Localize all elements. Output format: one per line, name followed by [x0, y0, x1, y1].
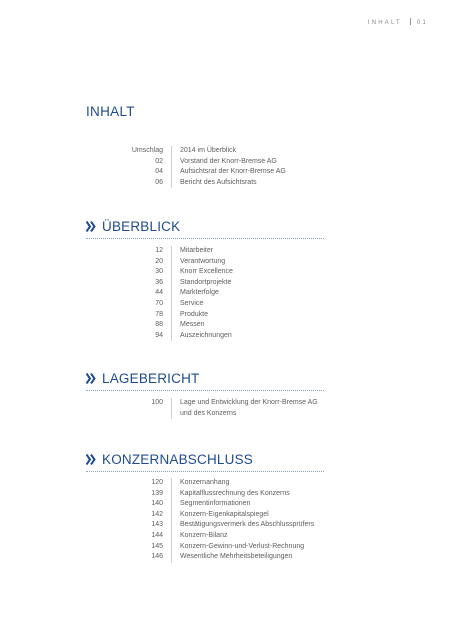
- toc-row[interactable]: [130, 499, 314, 510]
- toc-page-number: 143: [130, 520, 172, 531]
- toc-page-number: 06: [130, 178, 172, 189]
- toc-entry-title: Kapitalflussrechnung des Konzerns: [180, 489, 290, 497]
- toc-row[interactable]: [130, 146, 286, 157]
- toc-row[interactable]: [130, 478, 314, 489]
- toc-lagebericht-list: [130, 398, 318, 419]
- toc-row[interactable]: [130, 398, 318, 409]
- toc-page-number: 36: [130, 278, 172, 289]
- toc-entry-title: Vorstand der Knorr-Bremse AG: [180, 157, 277, 165]
- page-title: INHALT: [86, 104, 135, 119]
- toc-row[interactable]: [130, 520, 314, 531]
- toc-page-number: 120: [130, 478, 172, 489]
- section-heading-text: LAGEBERICHT: [102, 371, 200, 386]
- toc-page-number: 70: [130, 299, 172, 310]
- toc-row[interactable]: [130, 552, 314, 563]
- toc-entry-title: Standortprojekte: [180, 278, 232, 286]
- toc-entry-title: Bericht des Aufsichtsrats: [180, 178, 257, 186]
- toc-page-number: 100: [130, 398, 172, 409]
- toc-entry-title: Mitarbeiter: [180, 247, 214, 254]
- toc-row-continuation: [130, 409, 318, 420]
- toc-entry-title-continuation: und des Konzerns: [180, 409, 237, 417]
- toc-page-number: Umschlag: [130, 146, 172, 157]
- running-head: [368, 18, 428, 26]
- toc-row[interactable]: [130, 531, 314, 542]
- toc-row[interactable]: [130, 320, 233, 331]
- double-chevron-icon: [86, 454, 96, 465]
- toc-row[interactable]: [130, 510, 314, 521]
- toc-entry-title: Service: [180, 299, 204, 307]
- toc-row[interactable]: [130, 310, 233, 321]
- toc-page-number: 145: [130, 542, 172, 553]
- toc-page-number: 12: [130, 246, 172, 257]
- toc-page-number: 139: [130, 489, 172, 500]
- toc-entry-title: 2014 im Überblick: [180, 147, 237, 154]
- toc-row[interactable]: [130, 288, 233, 299]
- running-head-label: INHALT: [367, 20, 402, 26]
- double-chevron-icon: [86, 221, 96, 232]
- toc-entry-title: Aufsichtsrat der Knorr-Bremse AG: [180, 168, 286, 176]
- section-heading-lagebericht: [86, 370, 324, 391]
- running-head-divider: [410, 18, 411, 25]
- toc-row[interactable]: [130, 167, 286, 178]
- toc-ueberblick-list: [130, 246, 233, 341]
- section-heading-text: KONZERNABSCHLUSS: [102, 452, 253, 467]
- toc-row[interactable]: [130, 299, 233, 310]
- toc-page-number: 140: [130, 499, 172, 510]
- toc-page-number-empty: [130, 409, 172, 420]
- section-heading-ueberblick: [86, 218, 324, 239]
- toc-entry-title: Wesentliche Mehrheitsbeteiligungen: [180, 553, 293, 561]
- toc-page-number: 78: [130, 310, 172, 321]
- toc-entry-title: Markterfolge: [180, 289, 219, 297]
- toc-row[interactable]: [130, 178, 286, 189]
- toc-page-number: 94: [130, 331, 172, 342]
- section-heading-konzernabschluss: [86, 451, 324, 472]
- toc-row[interactable]: [130, 257, 233, 268]
- toc-entry-title: Konzern-Eigenkapitalspiegel: [180, 510, 269, 518]
- toc-page-number: 88: [130, 320, 172, 331]
- toc-entry-title: Produkte: [180, 310, 209, 318]
- toc-row[interactable]: [130, 278, 233, 289]
- toc-entry-title: Segmentinformationen: [180, 500, 251, 508]
- toc-page-number: 02: [130, 157, 172, 168]
- toc-row[interactable]: [130, 157, 286, 168]
- double-chevron-icon: [86, 373, 96, 384]
- toc-page-number: 146: [130, 552, 172, 563]
- toc-entry-title: Knorr Excellence: [180, 268, 233, 276]
- running-head-page-number: 01: [416, 20, 428, 26]
- toc-row[interactable]: [130, 246, 233, 257]
- toc-entry-title: Lage und Entwicklung der Knorr-Bremse AG: [180, 399, 318, 406]
- toc-row[interactable]: [130, 542, 314, 553]
- toc-entry-title: Konzern-Gewinn-und-Verlust-Rechnung: [180, 542, 305, 550]
- toc-page-number: 30: [130, 267, 172, 278]
- toc-entry-title: Konzern-Bilanz: [180, 531, 228, 539]
- toc-row[interactable]: [130, 267, 233, 278]
- toc-page-number: 144: [130, 531, 172, 542]
- toc-row[interactable]: [130, 489, 314, 500]
- toc-entry-title: Auszeichnungen: [180, 331, 232, 339]
- toc-konzernabschluss-list: [130, 478, 314, 563]
- toc-entry-title: Messen: [180, 321, 205, 329]
- toc-page-number: 04: [130, 167, 172, 178]
- toc-page-number: 20: [130, 257, 172, 268]
- toc-intro-list: [130, 146, 286, 188]
- toc-entry-title: Konzernanhang: [180, 479, 230, 486]
- toc-row[interactable]: [130, 331, 233, 342]
- toc-page-number: 44: [130, 288, 172, 299]
- section-heading-text: ÜBERBLICK: [102, 219, 181, 234]
- toc-entry-title: Verantwortung: [180, 257, 226, 265]
- toc-page-number: 142: [130, 510, 172, 521]
- toc-entry-title: Bestätigungsvermerk des Abschlussprüfers: [180, 521, 315, 529]
